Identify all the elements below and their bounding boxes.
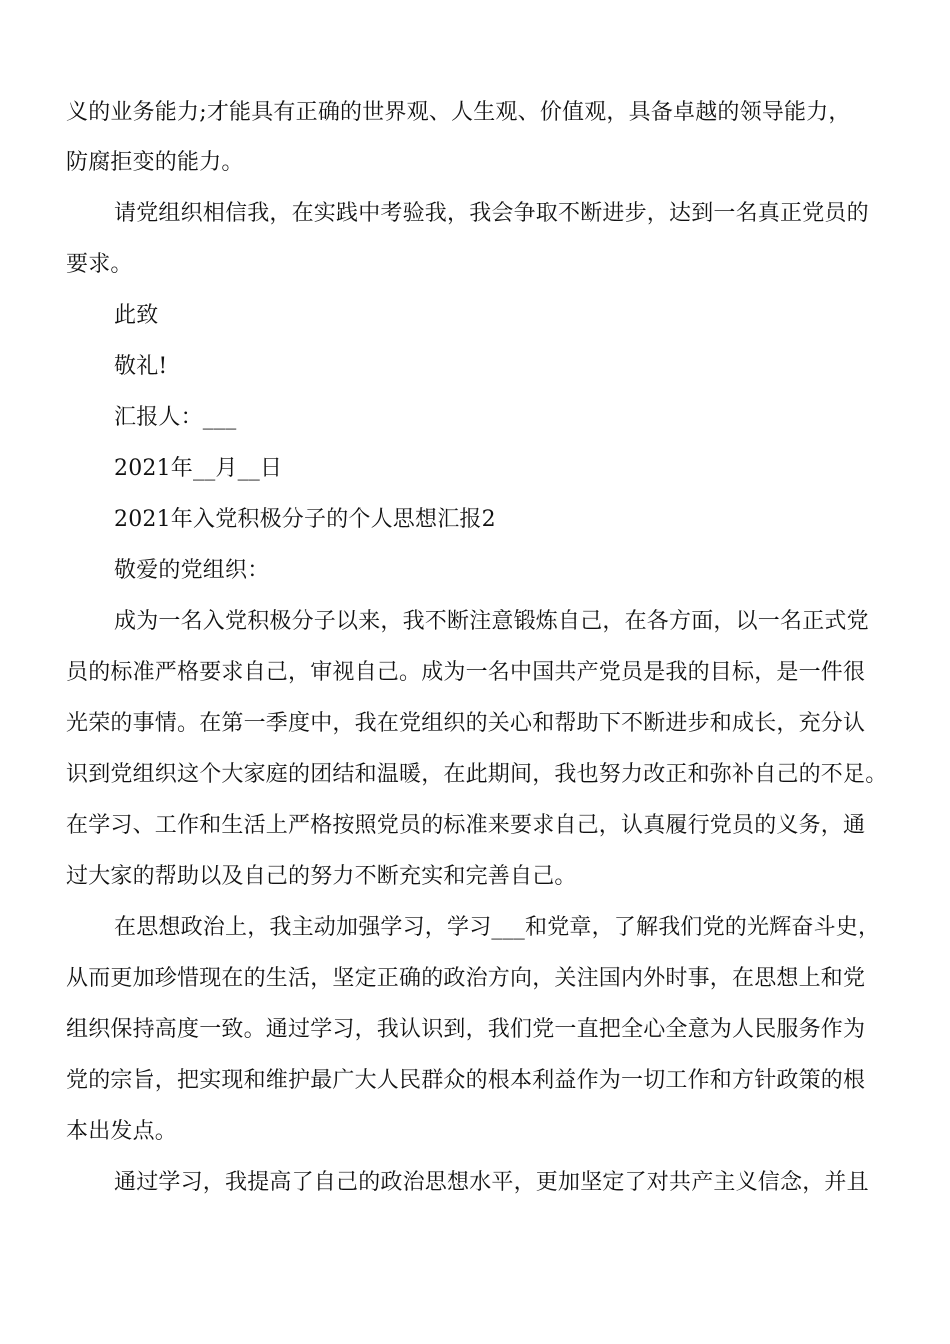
date-line: 2021年__月__日 [114,456,283,481]
paragraph-line: 党的宗旨，把实现和维护最广大人民群众的根本利益作为一切工作和方针政策的根 [66,1068,866,1093]
salutation: 敬爱的党组织： [114,558,270,583]
paragraph-line: 员的标准严格要求自己，审视自己。成为一名中国共产党员是我的目标，是一件很 [66,660,866,685]
reporter-line: 汇报人：___ [114,405,237,430]
section-title: 2021年入党积极分子的个人思想汇报2 [114,507,496,532]
paragraph-line: 在学习、工作和生活上严格按照党员的标准来要求自己，认真履行党员的义务，通 [66,813,866,838]
paragraph-line: 光荣的事情。在第一季度中，我在党组织的关心和帮助下不断进步和成长，充分认 [66,711,866,736]
paragraph-line: 义的业务能力;才能具有正确的世界观、人生观、价值观，具备卓越的领导能力， [66,100,851,125]
paragraph-line: 要求。 [66,252,133,277]
paragraph-line: 通过学习，我提高了自己的政治思想水平，更加坚定了对共产主义信念，并且 [114,1170,869,1195]
paragraph-line: 组织保持高度一致。通过学习，我认识到，我们党一直把全心全意为人民服务作为 [66,1017,866,1042]
paragraph-line: 过大家的帮助以及自己的努力不断充实和完善自己。 [66,864,577,889]
paragraph-line: 成为一名入党积极分子以来，我不断注意锻炼自己，在各方面，以一名正式党 [114,609,869,634]
paragraph-line: 请党组织相信我，在实践中考验我，我会争取不断进步，达到一名真正党员的 [114,201,869,226]
closing-line: 此致 [114,303,159,328]
paragraph-line: 识到党组织这个大家庭的团结和温暖，在此期间，我也努力改正和弥补自己的不足。 [66,762,888,787]
paragraph-line: 本出发点。 [66,1119,178,1144]
paragraph-line: 从而更加珍惜现在的生活，坚定正确的政治方向，关注国内外时事，在思想上和党 [66,966,866,991]
paragraph-line: 防腐拒变的能力。 [66,150,244,175]
paragraph-line: 在思想政治上，我主动加强学习，学习___和党章，了解我们党的光辉奋斗史， [114,915,881,940]
salute-line: 敬礼! [114,354,168,379]
